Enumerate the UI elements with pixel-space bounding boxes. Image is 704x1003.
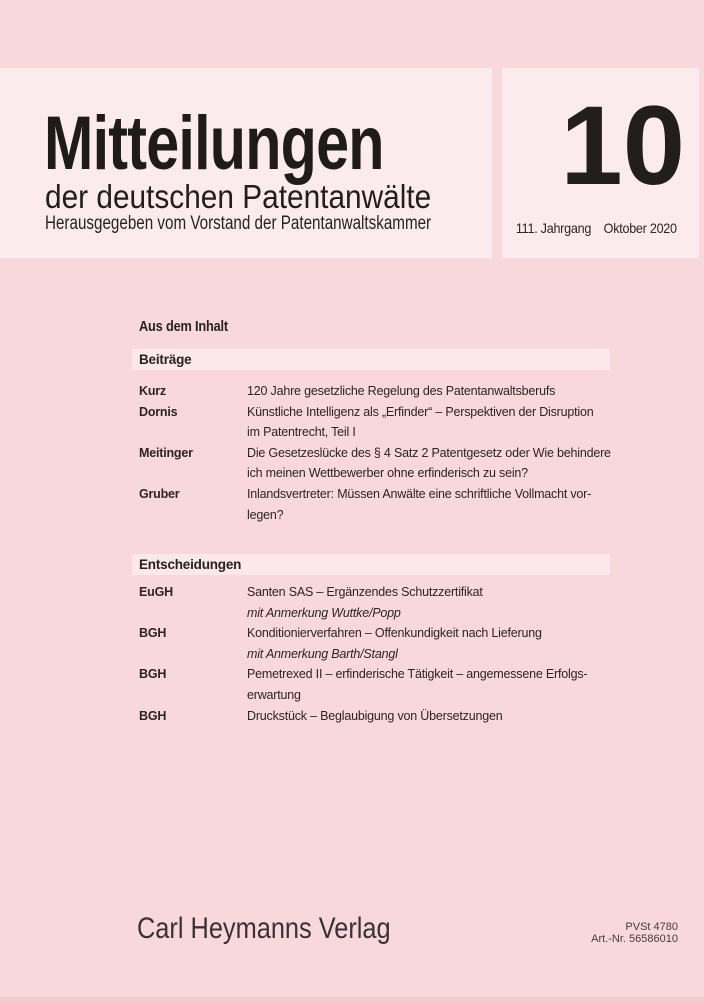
section-label-beitraege: Beiträge [139,352,192,367]
issue-number: 10 [560,83,685,208]
journal-subtitle: der deutschen Patentanwälte [45,179,432,216]
page-bottom-edge [0,997,704,1003]
toc-row [139,381,659,402]
toc-row [139,623,659,664]
toc-row [139,402,659,443]
entry-text: 120 Jahre gesetzliche Regelung des Patentanwaltsberufs [247,384,556,398]
entry-text: Künstliche Intelligenz als „Erfinder“ – Perspektiven der Disruption im Patentrecht, Teil I [247,404,594,440]
toc-heading: Aus dem Inhalt [139,319,229,335]
toc-section-beitraege [139,381,659,525]
entry-text: Inlandsvertreter: Müssen Anwälte eine schriftliche Vollmacht vor- legen? [247,486,592,522]
section-band-beitraege [132,349,610,370]
author-label: Dornis [139,404,178,419]
section-label-entscheidungen: Entscheidungen [139,557,242,572]
footer-publisher: Carl Heymanns Verlag [137,912,391,945]
entry-text: Pemetrexed II – erfinderische Tätigkeit – angemessene Erfolgs- erwartung [247,667,588,702]
issue-date: Oktober 2020 [603,220,677,236]
toc-row [139,664,659,705]
court-label: BGH [139,667,167,682]
author-label: Gruber [139,486,180,501]
footer-codes [591,921,678,946]
volume-label: 111. Jahrgang [516,220,592,236]
toc-row [139,582,659,623]
entry-text: Santen SAS – Ergänzendes Schutzzertifikat mit Anmerkung Wuttke/Popp [247,582,659,623]
author-label: Meitinger [139,445,193,460]
postal-code: PVSt 4780 [625,921,678,933]
court-label: BGH [139,626,167,641]
court-label: EuGH [139,585,173,599]
annotation-note: mit Anmerkung Wuttke/Popp [247,605,401,620]
journal-title: Mitteilungen [44,101,384,186]
publisher-line: Herausgegeben vom Vorstand der Patentanwaltskammer [45,213,432,234]
toc-row [139,706,659,727]
section-band-entscheidungen [132,554,610,575]
author-label: Kurz [139,384,166,398]
toc-section-entscheidungen [139,582,659,726]
entry-text: Konditionierverfahren – Offenkundigkeit nach Lieferung mit Anmerkung Barth/Stangl [247,623,659,664]
annotation-note: mit Anmerkung Barth/Stangl [247,646,398,661]
issue-meta [516,220,677,236]
article-number: Art.-Nr. 56586010 [591,933,678,946]
toc-row [139,484,659,525]
court-label: BGH [139,708,167,723]
entry-text: Druckstück – Beglaubigung von Übersetzungen [247,708,503,723]
toc-row [139,443,659,484]
entry-text: Die Gesetzeslücke des § 4 Satz 2 Patentgesetz oder Wie behindere ich meinen Wettbewerber ohne erfinderisch zu sein? [247,445,611,481]
